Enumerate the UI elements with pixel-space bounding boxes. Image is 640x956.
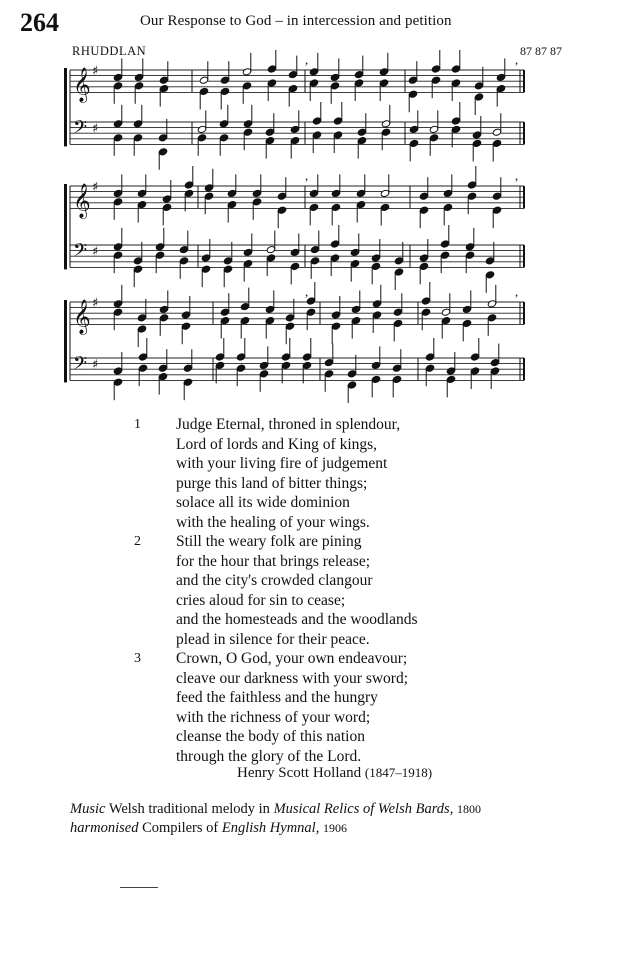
sharp-icon: ♯ (92, 296, 99, 312)
verse-line: cleanse the body of this nation (176, 728, 365, 745)
verse-line: Crown, O God, your own endeavour; (176, 650, 408, 667)
breath-mark: , (305, 168, 309, 183)
harmony-label: harmonised (70, 820, 139, 836)
music-credit-line (70, 800, 481, 819)
sharp-icon: ♯ (92, 244, 99, 260)
treble-clef-icon: 𝄞 (73, 299, 91, 335)
sharp-icon: ♯ (92, 121, 99, 137)
harmony-source: English Hymnal, (221, 820, 320, 836)
bass-clef-icon: 𝄢 (73, 117, 88, 143)
verse-2 (134, 532, 418, 649)
treble-clef-icon: 𝄞 (73, 67, 91, 103)
system-bracket (64, 68, 67, 146)
system-bracket (64, 184, 67, 269)
verse-line: with your living fire of judgement (176, 455, 388, 472)
sharp-icon: ♯ (92, 357, 99, 373)
verse-line: Judge Eternal, throned in splendour, (176, 416, 401, 433)
breath-mark: , (305, 52, 309, 67)
breath-mark: , (305, 284, 309, 299)
verse-1 (134, 415, 401, 532)
harmony-credit-line (70, 819, 481, 838)
breath-mark: , (515, 52, 519, 67)
music-label: Music (70, 801, 106, 817)
bass-clef-icon: 𝄢 (73, 240, 88, 266)
music-score (0, 52, 640, 410)
hymn-number: 264 (20, 8, 59, 37)
tune-metre: 87 87 87 (520, 44, 562, 58)
author-name: Henry Scott Holland (237, 765, 362, 781)
verse-number: 1 (134, 417, 141, 432)
breath-mark: , (515, 284, 519, 299)
sharp-icon: ♯ (92, 64, 99, 80)
footer-rule (120, 887, 158, 888)
verse-line: and the homesteads and the woodlands (176, 611, 418, 628)
system-bracket (64, 300, 67, 382)
music-credits (70, 800, 481, 838)
breath-mark: , (515, 168, 519, 183)
treble-clef-icon: 𝄞 (73, 183, 91, 219)
verse-line: feed the faithless and the hungry (176, 689, 378, 706)
verse-line: cleave our darkness with your sword; (176, 669, 409, 687)
verse-line: and the city's crowded clangour (176, 572, 373, 589)
verse-line: plead in silence for their peace. (176, 630, 370, 648)
verse-3 (134, 649, 409, 766)
harmony-year: 1906 (322, 821, 347, 835)
music-year: 1800 (456, 802, 481, 816)
tune-name: RHUDDLAN (72, 44, 147, 58)
verse-line: with the richness of your word; (176, 708, 371, 726)
verse-line: for the hour that brings release; (176, 552, 371, 570)
bass-clef-icon: 𝄢 (73, 353, 88, 379)
music-source: Musical Relics of Welsh Bards, (273, 801, 454, 817)
verse-line: purge this land of bitter things; (176, 474, 368, 492)
verse-line: solace all its wide dominion (176, 494, 350, 511)
author-dates: (1847–1918) (364, 765, 433, 780)
verse-line: Lord of lords and King of kings, (176, 435, 378, 453)
verse-line: Still the weary folk are pining (176, 533, 362, 550)
verse-line: with the healing of your wings. (176, 513, 370, 531)
harmony-text: Compilers of (142, 820, 219, 836)
verse-line: through the glory of the Lord. (176, 747, 362, 765)
verse-number: 2 (134, 534, 141, 549)
sharp-icon: ♯ (92, 180, 99, 196)
verse-number: 3 (134, 651, 141, 666)
music-text: Welsh traditional melody in (108, 801, 270, 817)
author-attribution (237, 765, 432, 782)
verse-line: cries aloud for sin to cease; (176, 591, 346, 609)
running-head: Our Response to God – in intercession and petition (140, 13, 452, 29)
